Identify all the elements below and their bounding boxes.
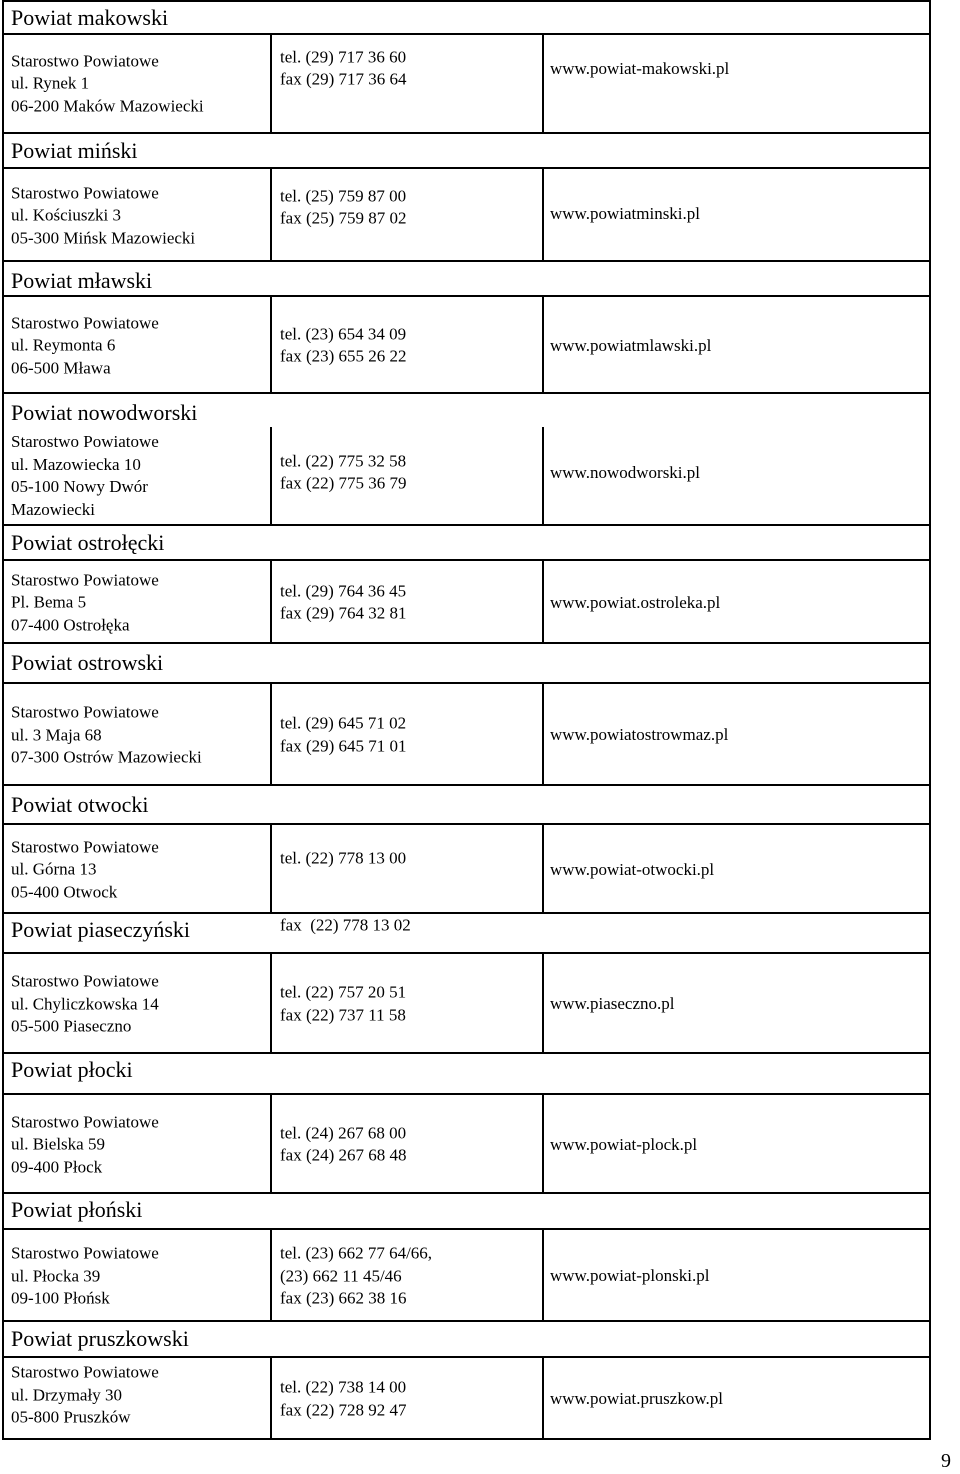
website-link[interactable]: www.powiat.ostroleka.pl xyxy=(550,592,721,612)
district-block xyxy=(4,1192,929,1322)
website-link[interactable]: www.powiat-otwocki.pl xyxy=(550,859,715,879)
phone-cell: tel. (29) 645 71 02 fax (29) 645 71 01 xyxy=(280,713,407,755)
website-link[interactable]: www.piaseczno.pl xyxy=(550,993,675,1013)
district-block xyxy=(4,1320,929,1440)
address-cell: Starostwo Powiatowe ul. Reymonta 6 06-500 Mława xyxy=(11,312,159,377)
address-cell: Starostwo Powiatowe ul. Drzymały 30 05-800 Pruszków xyxy=(11,1362,159,1427)
website-link[interactable]: www.powiat-plock.pl xyxy=(550,1134,698,1154)
district-title: Powiat pruszkowski xyxy=(11,1326,189,1351)
district-row xyxy=(4,1093,929,1194)
phone-cell: tel. (29) 764 36 45 fax (29) 764 32 81 xyxy=(280,581,407,623)
phone-cell: tel. (29) 717 36 60 fax (29) 717 36 64 xyxy=(280,47,407,89)
district-row xyxy=(4,427,929,526)
address-cell: Starostwo Powiatowe ul. Mazowiecka 10 05-100 Nowy Dwór Mazowiecki xyxy=(11,432,159,519)
district-title: Powiat płoński xyxy=(11,1197,143,1222)
phone-cell: tel. (24) 267 68 00 fax (24) 267 68 48 xyxy=(280,1123,407,1165)
phone-cell: tel. (22) 775 32 58 fax (22) 775 36 79 xyxy=(280,451,407,493)
phone-cell: tel. (22) 778 13 00 fax (22) 778 13 02 xyxy=(280,848,411,935)
district-title: Powiat ostrołęcki xyxy=(11,530,165,555)
district-title: Powiat piaseczyński xyxy=(11,917,191,942)
district-block xyxy=(4,132,929,262)
address-cell: Starostwo Powiatowe ul. 3 Maja 68 07-300 Ostrów Mazowiecki xyxy=(11,702,202,767)
district-row xyxy=(4,682,929,786)
district-title: Powiat mławski xyxy=(11,268,153,293)
website-link[interactable]: www.nowodworski.pl xyxy=(550,462,701,482)
district-row xyxy=(4,1356,929,1440)
phone-cell: tel. (25) 759 87 00 fax (25) 759 87 02 xyxy=(280,186,407,228)
district-block xyxy=(4,642,929,786)
address-cell: Starostwo Powiatowe Pl. Bema 5 07-400 Ostrołęka xyxy=(11,569,159,634)
page-number: 9 xyxy=(941,1450,951,1472)
district-row xyxy=(4,1228,929,1322)
phone-cell: tel. (23) 654 34 09 fax (23) 655 26 22 xyxy=(280,324,407,366)
website-link[interactable]: www.powiat-makowski.pl xyxy=(550,58,730,78)
district-block xyxy=(4,524,929,644)
phone-cell: tel. (22) 738 14 00 fax (22) 728 92 47 xyxy=(280,1377,407,1419)
district-title: Powiat miński xyxy=(11,138,138,163)
address-cell: Starostwo Powiatowe ul. Rynek 1 06-200 Maków Mazowiecki xyxy=(11,50,204,115)
website-link[interactable]: www.powiatminski.pl xyxy=(550,203,701,223)
address-cell: Starostwo Powiatowe ul. Górna 13 05-400 Otwock xyxy=(11,836,159,901)
district-title: Powiat otwocki xyxy=(11,792,149,817)
website-link[interactable]: www.powiat-plonski.pl xyxy=(550,1265,710,1285)
district-row xyxy=(4,33,929,132)
district-row xyxy=(4,952,929,1054)
phone-cell: tel. (23) 662 77 64/66, (23) 662 11 45/46 fax (23) 662 38 16 xyxy=(280,1243,433,1308)
district-title: Powiat płocki xyxy=(11,1057,133,1082)
address-cell: Starostwo Powiatowe ul. Płocka 39 09-100 Płońsk xyxy=(11,1243,159,1308)
district-block xyxy=(4,912,929,1054)
address-cell: Starostwo Powiatowe ul. Chyliczkowska 14 05-500 Piaseczno xyxy=(11,971,159,1036)
address-cell: Starostwo Powiatowe ul. Bielska 59 09-400 Płock xyxy=(11,1111,159,1176)
district-block xyxy=(4,260,929,394)
phone-cell: tel. (22) 757 20 51 fax (22) 737 11 58 xyxy=(280,982,407,1024)
district-table xyxy=(2,0,931,1440)
website-link[interactable]: www.powiat.pruszkow.pl xyxy=(550,1388,723,1408)
district-row xyxy=(4,559,929,644)
website-link[interactable]: www.powiatostrowmaz.pl xyxy=(550,724,729,744)
district-block xyxy=(4,392,929,526)
district-block xyxy=(4,1052,929,1194)
website-link[interactable]: www.powiatmlawski.pl xyxy=(550,335,712,355)
district-row xyxy=(4,295,929,394)
district-title: Powiat makowski xyxy=(11,5,169,30)
district-title: Powiat ostrowski xyxy=(11,650,164,675)
district-block xyxy=(4,2,929,132)
district-row xyxy=(4,167,929,262)
address-cell: Starostwo Powiatowe ul. Kościuszki 3 05-300 Mińsk Mazowiecki xyxy=(11,182,196,247)
district-title: Powiat nowodworski xyxy=(11,400,198,425)
